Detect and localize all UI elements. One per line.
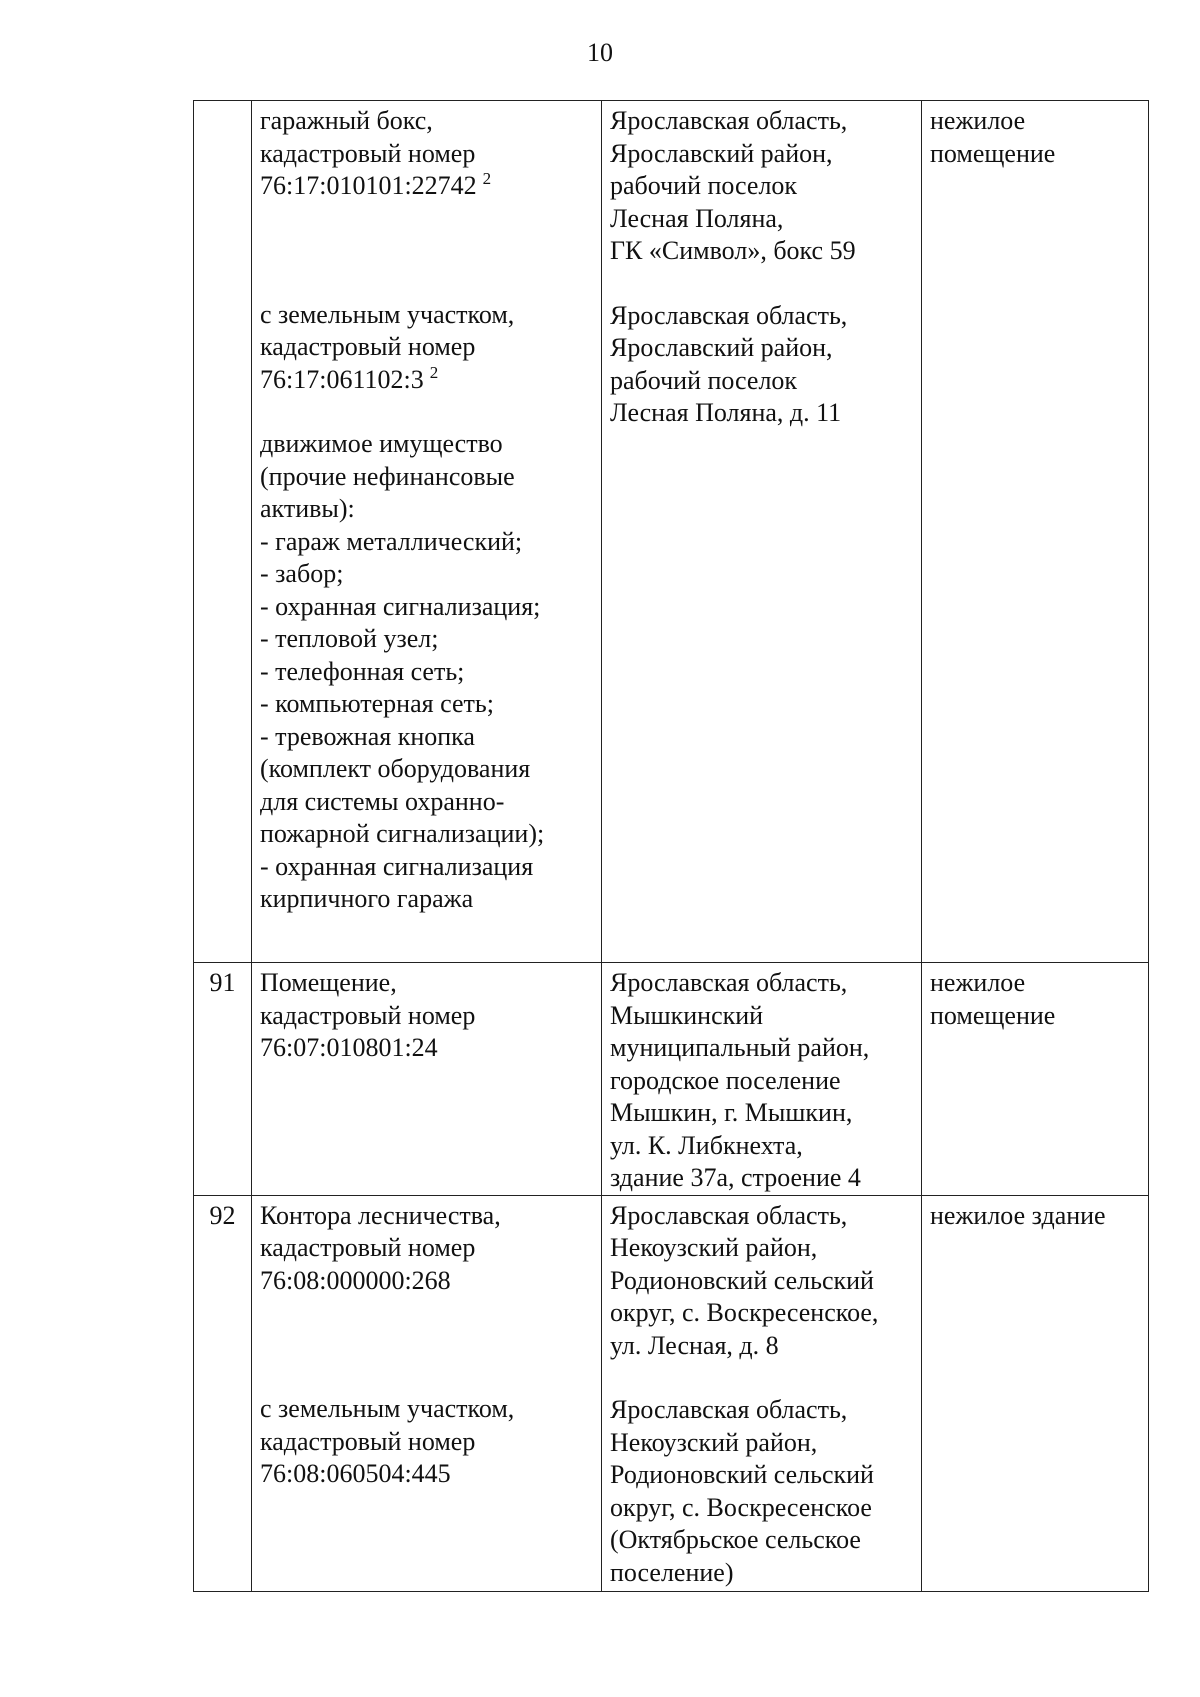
text-line: кадастровый номер	[260, 1426, 476, 1456]
text-line: кадастровый номер	[260, 1000, 476, 1030]
text-line: для системы охранно-	[260, 786, 505, 816]
text-line: здание 37а, строение 4	[610, 1163, 861, 1192]
list-item: - гараж металлический;	[260, 526, 523, 556]
object-name-cell	[252, 1195, 602, 1591]
text-line: (комплект оборудования	[260, 754, 531, 783]
text-line: поселение)	[610, 1557, 734, 1587]
text-line: Помещение,	[260, 968, 397, 997]
row-number	[194, 101, 252, 963]
text-line: нежилое здание	[930, 1200, 1106, 1230]
text-line: активы):	[260, 494, 355, 523]
property-table	[193, 100, 1149, 1592]
text-line: движимое имущество	[260, 429, 503, 458]
text-line: Лесная Поляна,	[610, 203, 784, 233]
text-line: гаражный бокс,	[260, 106, 433, 135]
text-line: (Октябрьское сельское	[610, 1525, 861, 1554]
list-item: - тревожная кнопка	[260, 721, 475, 751]
text-line: Родионовский сельский	[610, 1460, 874, 1489]
text-line: кадастровый номер	[260, 138, 476, 168]
text-line: ул. К. Либкнехта,	[610, 1130, 803, 1160]
list-item: - телефонная сеть;	[260, 656, 465, 686]
text-line: Ярославская область,	[610, 968, 848, 997]
cadastral-number: 76:07:010801:24	[260, 1033, 438, 1062]
land-plot	[260, 1393, 593, 1491]
list-item: - компьютерная сеть;	[260, 689, 494, 718]
text-line: Ярославская область,	[610, 300, 848, 330]
text-line: Мышкинский	[610, 1000, 764, 1030]
address-main	[610, 1200, 913, 1363]
text-line: рабочий поселок	[610, 365, 798, 395]
footnote-mark: 2	[482, 169, 492, 188]
row-number: 91	[194, 963, 252, 1196]
text-line: городское поселение	[610, 1065, 841, 1095]
cadastral-number: 76:08:060504:445	[260, 1459, 451, 1488]
cadastral-number: 76:08:000000:268	[260, 1265, 451, 1295]
text-line: Ярославский район,	[610, 138, 833, 168]
text-line: с земельным участком,	[260, 299, 515, 329]
page-number: 10	[587, 38, 613, 67]
address-land	[610, 300, 913, 430]
text-line: Родионовский сельский	[610, 1265, 874, 1295]
text-line: округ, с. Воскресенское,	[610, 1298, 879, 1327]
row-number: 92	[194, 1195, 252, 1591]
text-line: кадастровый номер	[260, 332, 476, 361]
text-line: помещение	[930, 1000, 1056, 1030]
text-line: Лесная Поляна, д. 11	[610, 398, 842, 427]
cadastral-number-text: 76:17:061102:3	[260, 364, 424, 394]
cadastral-number	[260, 170, 593, 203]
movable-property	[260, 428, 593, 916]
text-line: Некоузский район,	[610, 1427, 818, 1457]
text-line: помещение	[930, 138, 1056, 168]
text-line: ГК «Символ», бокс 59	[610, 236, 856, 265]
table-row	[194, 1195, 1149, 1591]
text-line: Ярославская область,	[610, 1200, 848, 1230]
text-line: с земельным участком,	[260, 1394, 515, 1423]
object-name-cell	[252, 963, 602, 1196]
table-row	[194, 101, 1149, 963]
address-cell	[602, 963, 922, 1196]
text-line: муниципальный район,	[610, 1033, 870, 1062]
text-line: нежилое	[930, 968, 1026, 997]
text-line: Ярославская область,	[610, 1395, 848, 1424]
text-line: Мышкин, г. Мышкин,	[610, 1098, 853, 1127]
cadastral-number-text: 76:17:010101:22742	[260, 171, 477, 200]
text-line: Ярославский район,	[610, 333, 833, 362]
text-line: Контора лесничества,	[260, 1200, 501, 1230]
address-cell	[602, 1195, 922, 1591]
text-line: округ, с. Воскресенское	[610, 1492, 872, 1522]
table-row	[194, 963, 1149, 1196]
object-main	[260, 1200, 593, 1298]
text-line: Ярославская область,	[610, 106, 848, 135]
text-line: пожарной сигнализации);	[260, 819, 545, 848]
list-item: - тепловой узел;	[260, 624, 439, 653]
text-line: рабочий поселок	[610, 171, 798, 200]
list-item: - охранная сигнализация;	[260, 591, 541, 621]
type-cell	[922, 101, 1149, 963]
cadastral-number	[260, 364, 593, 397]
address-land	[610, 1394, 913, 1589]
type-cell	[922, 1195, 1149, 1591]
type-cell	[922, 963, 1149, 1196]
list-item: - охранная сигнализация	[260, 851, 534, 881]
text-line: Некоузский район,	[610, 1233, 818, 1262]
text-line: ул. Лесная, д. 8	[610, 1330, 779, 1360]
text-line: кадастровый номер	[260, 1233, 476, 1262]
address-main	[610, 105, 913, 268]
text-line: (прочие нефинансовые	[260, 461, 515, 491]
land-plot	[260, 299, 593, 397]
address-cell	[602, 101, 922, 963]
list-item: - забор;	[260, 559, 344, 588]
object-name-cell	[252, 101, 602, 963]
object-main	[260, 105, 593, 203]
footnote-mark: 2	[429, 362, 439, 382]
text-line: нежилое	[930, 106, 1026, 135]
text-line: кирпичного гаража	[260, 884, 474, 913]
